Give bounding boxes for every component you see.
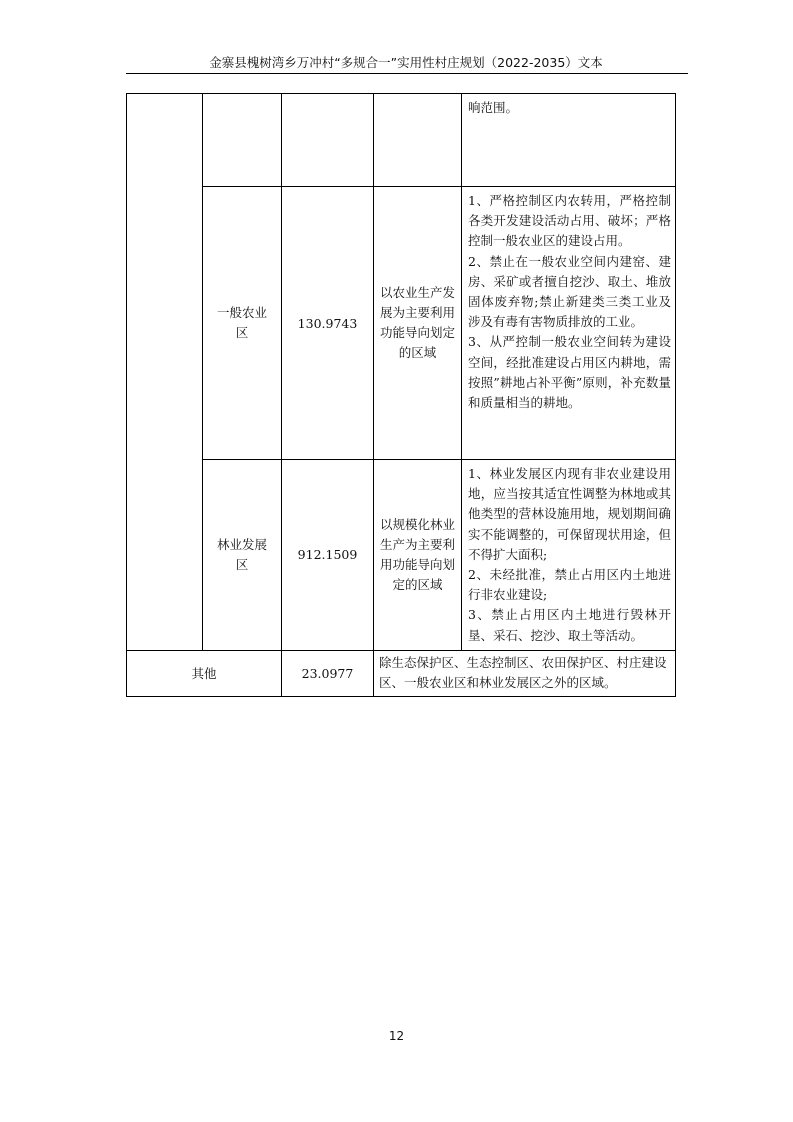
zone-area-cell <box>282 460 374 651</box>
zone-area-general-agriculture: 130.9743 <box>297 315 358 331</box>
other-desc-cell <box>374 650 676 696</box>
page-number: 12 <box>388 1029 405 1043</box>
rule-item: 3、从严控制一般农业空间转为建设空间，经批准建设占用区内耕地，需按照”耕地占补平衡”原则，补充数量和质量相当的耕地。 <box>468 334 671 411</box>
empty-cell <box>203 94 282 187</box>
continuation-desc-text: 响范围。 <box>468 100 519 115</box>
empty-cell <box>374 94 462 187</box>
zone-purpose-cell <box>374 460 462 651</box>
zone-name-cell <box>203 187 282 460</box>
zone-name-cell <box>203 460 282 651</box>
other-name-cell <box>127 650 282 696</box>
zoning-table <box>126 93 676 697</box>
zone-purpose-forestry-development: 以规模化林业生产为主要利用功能导向划定的区域 <box>379 516 455 592</box>
table-row-continuation <box>127 94 676 187</box>
header-rule <box>126 73 688 74</box>
rule-item: 2、禁止在一般农业空间内建窑、建房、采矿或者擅自挖沙、取土、堆放固体废弃物;禁止新建类三类工业及涉及有毒有害物质排放的工业。 <box>468 253 671 330</box>
zone-rules-cell <box>462 460 676 651</box>
page-header-title: 金寨县槐树湾乡万冲村“多规合一”实用性村庄规划（2022-2035）文本 <box>209 55 603 70</box>
zone-name-general-agriculture: 一般农业区 <box>216 305 267 340</box>
zone-area-forestry-development: 912.1509 <box>297 547 358 563</box>
table-row-forestry-development <box>127 460 676 651</box>
merged-category-cell <box>127 94 203 651</box>
table-row-other <box>127 650 676 696</box>
other-name: 其他 <box>191 666 217 682</box>
zone-rules-cell <box>462 187 676 460</box>
rule-item: 1、严格控制区内农转用，严格控制各类开发建设活动占用、破坏；严格控制一般农业区的建设占用。 <box>468 193 671 249</box>
zone-name-forestry-development: 林业发展区 <box>216 536 267 572</box>
rule-item: 1、林业发展区内现有非农业建设用地，应当按其适宜性调整为林地或其他类型的营林设施用地，规划期间确实不能调整的，可保留现状用途，但不得扩大面积; <box>468 466 671 562</box>
empty-cell <box>282 94 374 187</box>
zone-purpose-general-agriculture: 以农业生产发展为主要利用功能导向划定的区域 <box>379 285 455 360</box>
rule-item: 2、未经批准，禁止占用区内土地进行非农业建设; <box>468 567 671 603</box>
zone-purpose-cell <box>374 187 462 460</box>
rule-item: 3、禁止占用区内土地进行毁林开垦、采石、挖沙、取土等活动。 <box>468 607 671 643</box>
table-row-general-agriculture <box>127 187 676 460</box>
other-desc: 除生态保护区、生态控制区、农田保护区、村庄建设区、一般农业区和林业发展区之外的区域。 <box>379 654 667 691</box>
zone-area-cell <box>282 187 374 460</box>
continuation-desc-cell <box>462 94 676 187</box>
other-area-cell <box>282 650 374 696</box>
other-area: 23.0977 <box>301 665 354 681</box>
